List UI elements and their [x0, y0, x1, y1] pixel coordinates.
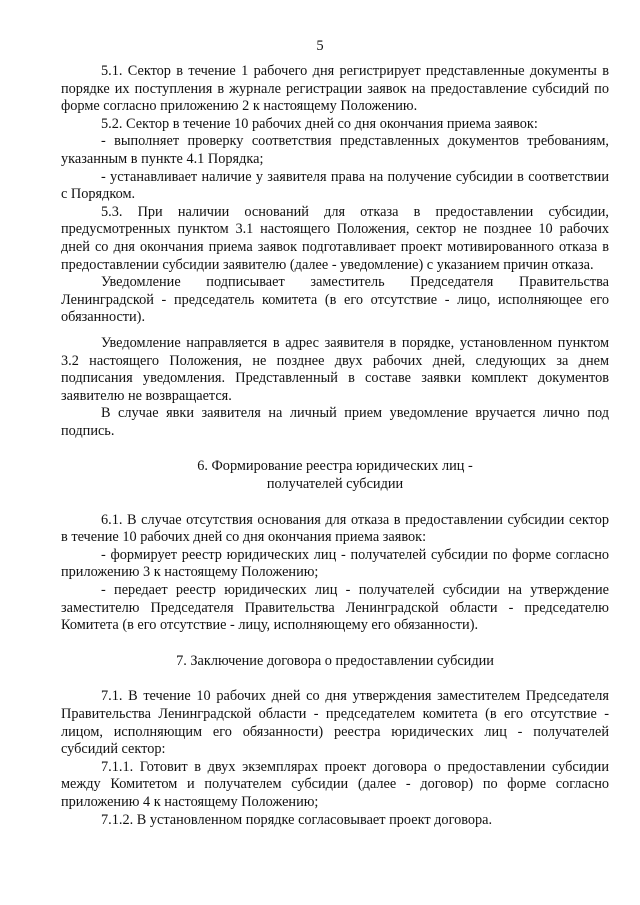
paragraph-6-1-item-1: - формирует реестр юридических лиц - получателей субсидии по форме согласно приложению 3 к настоящему Положению; [61, 546, 609, 581]
paragraph-5-2-item-2: - устанавливает наличие у заявителя права на получение субсидии в соответствии с Порядком. [61, 168, 609, 203]
paragraph-7-1-1: 7.1.1. Готовит в двух экземплярах проект договора о предоставлении субсидии между Комитетом и получателем субсидии (далее - договор) по форме согласно приложению 4 к настоящему Положению; [61, 758, 609, 810]
paragraph-5-2: 5.2. Сектор в течение 10 рабочих дней со дня окончания приема заявок: [101, 115, 538, 132]
paragraph-5-1: 5.1. Сектор в течение 1 рабочего дня регистрирует представленные документы в порядке их поступления в журнале регистрации заявок на предоставление субсидий по форме согласно приложению 2 к настоящему Положению. [61, 63, 609, 115]
paragraph-personal-reception: В случае явки заявителя на личный прием уведомление вручается лично под подпись. [61, 405, 609, 439]
paragraph-notice-signature: Уведомление подписывает заместитель Председателя Правительства Ленинградской - председатель комитета (в его отсутствие - лицо, исполняющее его обязанности). [61, 274, 609, 326]
paragraph-5-2-item-1: - выполняет проверку соответствия представленных документов требованиям, указанным в пункте 4.1 Порядка; [61, 133, 609, 167]
section-6-title-line-1: 6. Формирование реестра юридических лиц - [197, 458, 473, 475]
page-number: 5 [316, 38, 324, 54]
paragraph-7-1: 7.1. В течение 10 рабочих дней со дня утверждения заместителем Председателя Правительства Ленинградской области - председателем комитета (в его отсутствие - лицом, исполняющим его обязанности) реестра юридических лиц - получателей субсидий сектор: [61, 688, 609, 758]
paragraph-5-3: 5.3. При наличии оснований для отказа в предоставлении субсидии, предусмотренных пунктом 3.1 настоящего Положения, сектор не позднее 10 рабочих дней со дня окончания приема заявок подготавливает проект мотивированного отказа в предоставлении субсидии заявителю (далее - уведомление) с указанием причин отказа. [61, 203, 609, 273]
document-body [61, 63, 609, 829]
paragraph-7-1-2: 7.1.2. В установленном порядке согласовывает проект договора. [101, 811, 493, 828]
paragraph-6-1: 6.1. В случае отсутствия основания для отказа в предоставлении субсидии сектор в течение 10 рабочих дней со дня окончания приема заявок: [61, 511, 609, 546]
section-7-title: 7. Заключение договора о предоставлении субсидии [176, 652, 494, 669]
section-6-title-line-2: получателей субсидии [266, 476, 404, 493]
paragraph-6-1-item-2: - передает реестр юридических лиц - получателей субсидии на утверждение заместителю Председателя Правительства Ленинградской области - председателю Комитета (в его отсутствие - лицу, исполняющему его обязанности). [61, 582, 609, 634]
paragraph-notice-delivery: Уведомление направляется в адрес заявителя в порядке, установленном пунктом 3.2 настоящего Положения, не позднее двух рабочих дней, следующих за днем подписания уведомления. Представленный в составе заявки комплект документов заявителю не возвращается. [61, 334, 609, 404]
